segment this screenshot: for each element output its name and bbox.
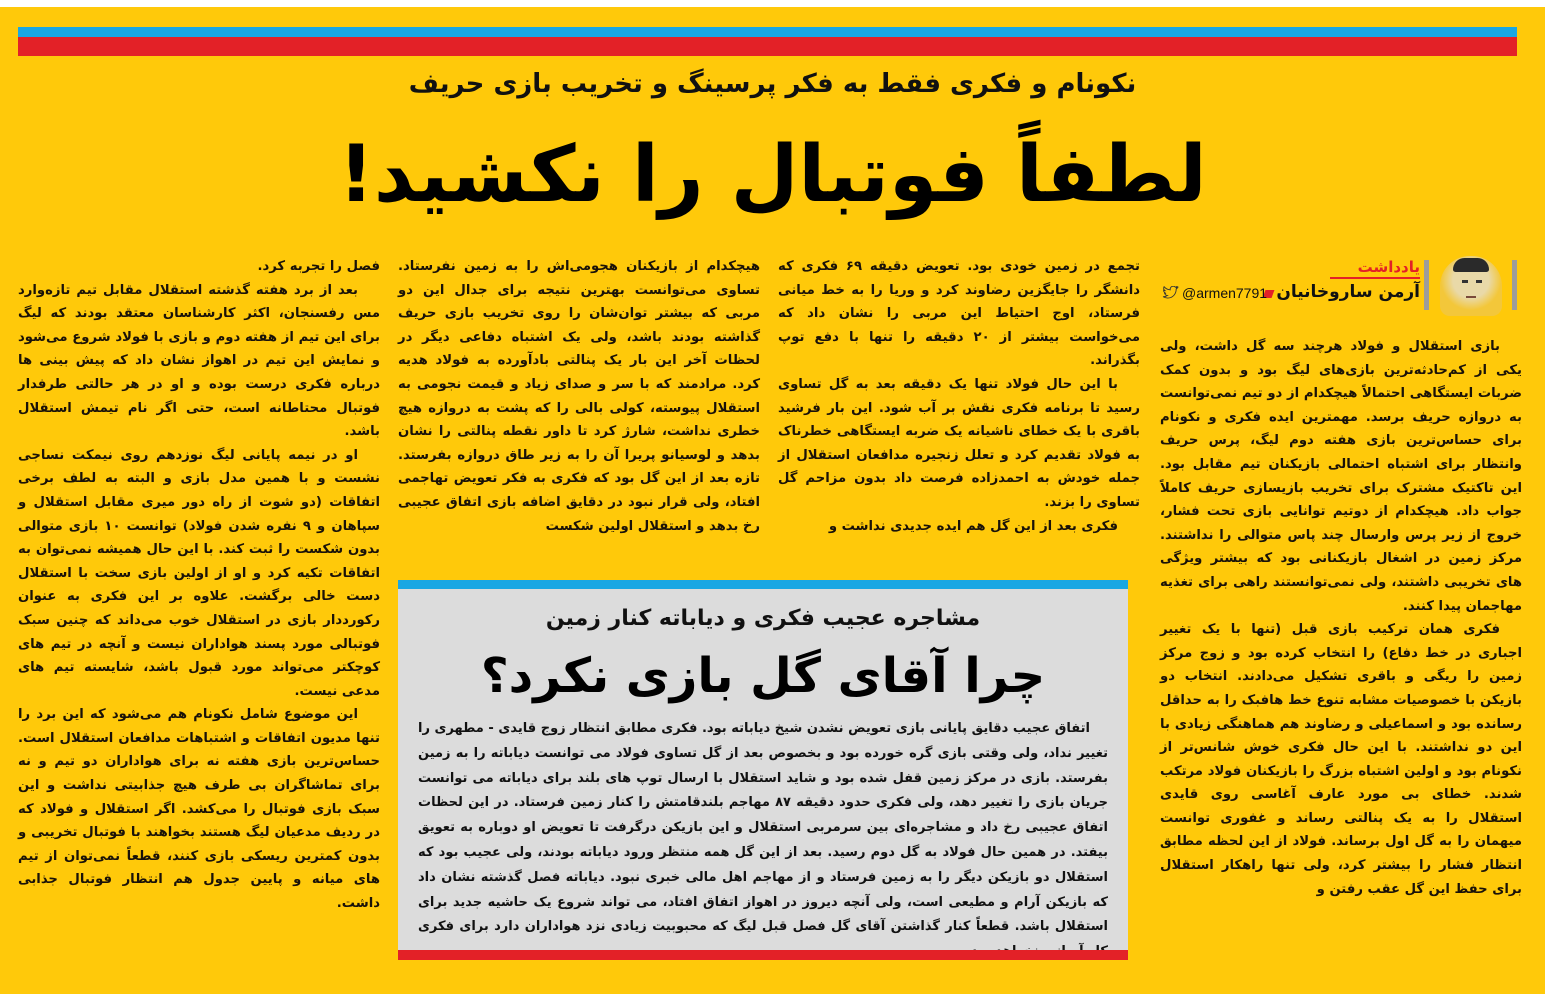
sidebar-box — [398, 580, 1128, 960]
paragraph: با این حال فولاد تنها یک دقیقه بعد به گل تساوی رسید تا برنامه فکری نقش بر آب شود. این بار فرشید باقری با یک خطای ناشیانه یک ضربه ایستگاهی خطرناک به فولاد تقدیم کرد و تعلل زنجیره مدافعان استقلال از جمله خودش به احمدزاده فرصت داد بدون مزاحم گل تساوی را بزند. — [778, 376, 1140, 510]
box-kicker: مشاجره عجیب فکری و دیاباته کنار زمین — [545, 606, 981, 631]
top-red-stripe — [18, 37, 1517, 56]
twitter-icon[interactable] — [1162, 286, 1179, 299]
paragraph: هیچکدام از بازیکنان هجومی‌اش را به زمین نفرستاد. تساوی می‌توانست بهترین نتیجه برای جدال این دو مربی که بیشتر توان‌شان را روی تخریب بازی حریف گذاشته بودند باشد، ولی یک اشتباه دفاعی دیگر در لحظات آخر این بار یک پنالتی بادآورده به فولاد هدیه کرد. مرادمند که با سر و صدای زیاد و قیمت نجومی به استقلال پیوسته، کولی بالی را که پشت به دروازه هیچ خطری نداشت، شارژ کرد تا داور نقطه پنالتی را نشان بدهد و لوسیانو پریرا آن را به زیر طاق دروازه بفرستد. تازه بعد از این گل بود که فکری به فکر تعویض تهاجمی افتاد، ولی قرار نبود در دقایق اضافه بازی اتفاق عجیبی رخ بدهد و استقلال اولین شکست — [398, 259, 760, 534]
paragraph: بازی استقلال و فولاد هرچند سه گل داشت، ولی یکی از کم‌حادثه‌ترین بازی‌های لیگ بود و بدون کمک ضربات ایستگاهی احتمالاً هیچکدام از دو تیم نمی‌توانست به دروازه حریف برسد. مهمترین ایده فکری و نکونام برای حساس‌ترین بازی هفته دوم لیگ، پرس حریف وانتظار برای اشتباه احتمالی بازیکنان تیم مقابل بود. این تاکتیک مشترک برای تخریب بازیسازی حریف کاملاً جواب داد. هیچکدام از دوتیم توانایی بازی تحت فشار، خروج از زیر پرس وارسال چند پاس متوالی را نداشتند. مرکز زمین در اشغال بازیکنانی بود که بیشتر ویژگی های تخریبی داشتند، ولی نمی‌توانستند راهی برای تغذیه مهاجمان پیدا کنند. — [1160, 339, 1522, 614]
paragraph: تجمع در زمین خودی بود. تعویض دقیقه ۶۹ فکری که دانشگر را جایگزین رضاوند کرد و وریا را به خط میانی فرستاد، اوج احتیاط این مربی را نشان داد که می‌خواست بیشتر از ۲۰ دقیقه را تنها با دفع توپ بگذراند. — [778, 259, 1140, 369]
box-paragraph: اتفاق عجیب دقایق پایانی بازی تعویض نشدن شیخ دیاباته بود. فکری مطابق انتظار زوج قایدی - مطهری را تغییر نداد، ولی وقتی بازی گره خورده بود و بخصوص بعد از گل تساوی فولاد می توانست دیاباته را به زمین بفرستد. بازی در مرکز زمین قفل شده بود و شاید استقلال با ارسال توپ های بلند برای دیاباته می توانست جریان بازی را تغییر دهد، ولی فکری حدود دقیقه ۸۷ مهاجم بلندقامتش را کنار زمین فرستاد. در این لحظات اتفاق عجیبی رخ داد و مشاجره‌ای بین سرمربی استقلال و این بازیکن درگرفت تا تعویض او دوباره به تعویق بیفتد. در همین حال فولاد به گل دوم رسید. بعد از این گل همه منتظر ورود دیاباته بودند، ولی عجیب بود که استقلال دو بازیکن دیگر را به زمین فرستاد و از مهاجم اهل مالی خبری نبود. دیاباته فصل گذشته نشان داد که بازیکن آرام و مطیعی است، ولی آنچه دیروز در اهواز اتفاق افتاد، می تواند شروع یک حاشیه جدید برای استقلال باشد. قطعاً کنار گذاشتن آقای گل فصل قبل لیگ که محبوبیت زیادی نزد هواداران دارد برای فکری — [418, 721, 1108, 935]
author-name: آرمن ساروخانیان — [1276, 282, 1420, 302]
author-eye-left — [1462, 280, 1468, 283]
paragraph: فصل را تجربه کرد. — [257, 259, 380, 274]
byline-divider-right — [1512, 260, 1517, 310]
box-headline: چرا آقای گل بازی نکرد؟ — [480, 648, 1046, 704]
column-4 — [18, 255, 380, 916]
paragraph: بعد از برد هفته گذشته استقلال مقابل تیم تازه‌وارد مس رفسنجان، اکثر کارشناسان معتقد بودند که لیگ برای این تیم از هفته دوم و بازی با فولاد شروع می‌شود و نمایش این تیم در اهواز نشان داد که پیش بینی ها درباره فکری درست بوده و او در هر حالتی طرفدار فوتبال محتاطانه است، حتی اگر نام تیمش استقلال باشد. — [18, 282, 380, 440]
byline-divider-left — [1424, 260, 1429, 310]
column-2 — [778, 255, 1140, 538]
paragraph: فکری همان ترکیب بازی قبل (تنها با یک تغییر اجباری در خط دفاع) را انتخاب کرده بود و زوج مرکز زمین را ریگی و باقری تشکیل می‌دادند. انتخاب دو بازیکن با خصوصیات مشابه تنوع خط هافبک را به حداقل رسانده بود و اسماعیلی و رضاوند هم هماهنگی زیادی با این دو نداشتند. با این حال فکری خوش شانس‌تر از نکونام بود و اولین اشتباه بزرگ را بازیکنان فولاد مرتکب شدند. خطای بی مورد عارف آغاسی روی قایدی استقلال را به یک پنالتی رساند و غفوری توانست میهمان را به گل اول برساند. فولاد از این لحظه مطابق انتظار فشار را بیشتر کرد، ولی تنها راهکار استقلال برای حفظ این گل عقب رفتن و — [1160, 622, 1522, 897]
paragraph: فکری بعد از این گل هم ایده جدیدی نداشت و — [828, 518, 1118, 534]
box-red-stripe — [398, 950, 1128, 960]
article-kicker: نکونام و فکری فقط به فکر پرسینگ و تخریب بازی حریف — [408, 69, 1137, 99]
column-1 — [1160, 335, 1522, 901]
twitter-handle[interactable]: @armen7791 — [1182, 285, 1268, 301]
box-body — [418, 717, 1108, 965]
author-hair — [1453, 258, 1489, 272]
paragraph: این موضوع شامل نکونام هم می‌شود که این برد را تنها مدیون اتفاقات و اشتباهات مدافعان استقلال است. حساس‌ترین بازی هفته نه برای هواداران دو تیم و نه برای تماشاگران بی طرف هیچ جذابیتی نداشت و این سبک بازی فوتبال را می‌کشد. اگر استقلال و فولاد که در ردیف مدعیان لیگ هستند بخواهند با فوتبال تخریبی و بدون کمترین ریسکی بازی کنند، قطعاً نمی‌توان از تیم های میانه و پایین جدول هم انتظار فوتبال جذابی داشت. — [18, 707, 380, 912]
top-blue-stripe — [18, 27, 1517, 37]
box-blue-stripe — [398, 580, 1128, 589]
author-photo — [1440, 256, 1502, 316]
article-headline: لطفاً فوتبال را نکشید! — [338, 130, 1207, 220]
section-label: یادداشت — [1330, 258, 1420, 279]
author-mouth — [1466, 296, 1476, 298]
author-eye-right — [1476, 280, 1482, 283]
paragraph: او در نیمه پایانی لیگ نوزدهم روی نیمکت نساجی نشست و با همین مدل بازی و البته به لطف برخی اتفاقات (دو شوت از راه دور میری مقابل استقلال و سپاهان و ۹ نفره شدن فولاد) توانست ۱۰ بازی متوالی بدون شکست را ثبت کند. با این حال همیشه نمی‌توان به اتفاقات تکیه کرد و او از اولین بازی سخت با استقلال دست خالی برگشت. علاوه بر این فکری به عنوان رکورددار بازی در استقلال خوب می‌داند که چنین سبک فوتبالی مورد پسند هواداران نیست و آنچه در تیم های کوچکتر می‌تواند مورد قبول باشد، شایسته تیم های مدعی نیست. — [18, 447, 380, 699]
column-3 — [398, 255, 760, 538]
